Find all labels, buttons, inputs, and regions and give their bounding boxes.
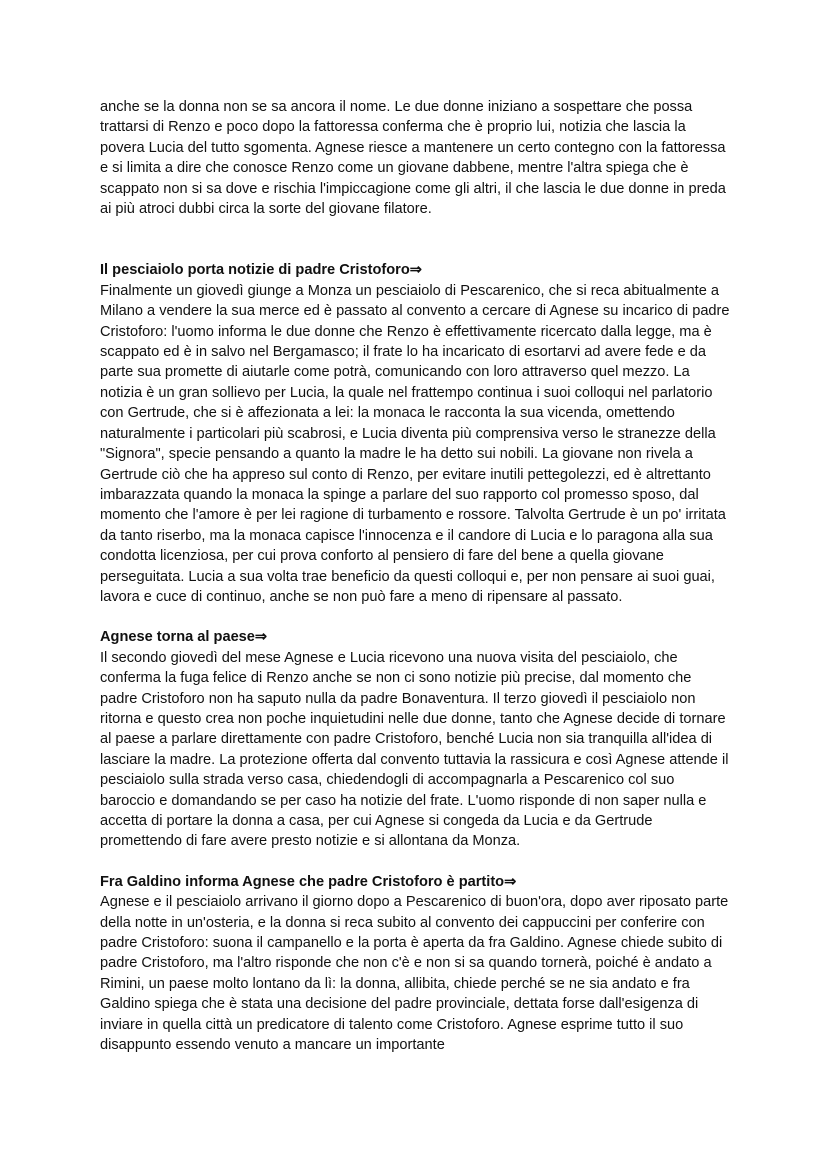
- section-heading: Agnese torna al paese⇒: [100, 629, 268, 646]
- section-paragraph: Agnese e il pesciaiolo arrivano il giorno dopo a Pescarenico di buon'ora, dopo aver riposato parte della notte in un'osteria, e la donna si reca subito al convento dei cappuccini per conferire con padre Cristoforo: suona il campanello e la porta è aperta da fra Galdino. Agnese chiede subito di padre Cristoforo, ma l'altro risponde che non c'è e non si sa quando tornerà, poiché è andato a Rimini, un paese molto lontano da lì: la donna, allibita, chiede perché se ne sia andato e fra Galdino spiega che è stata una decisione del padre provinciale, dettata forse dall'esigenza di inviare in quella città un predicatore di talento come Cristoforo. Agnese esprime tutto il suo disappunto essendo venuto a mancare un importante: [100, 894, 729, 1054]
- spacer: [100, 607, 730, 627]
- section-agnese-torna: [100, 627, 730, 851]
- section-pesciaiolo: [100, 260, 730, 607]
- section-heading: Il pesciaiolo porta notizie di padre Cristoforo⇒: [100, 262, 422, 279]
- section-fra-galdino: [100, 872, 730, 1056]
- intro-paragraph: anche se la donna non se sa ancora il nome. Le due donne iniziano a sospettare che possa trattarsi di Renzo e poco dopo la fattoressa conferma che è proprio lui, notizia che lascia la povera Lucia del tutto sgomenta. Agnese riesce a mantenere un certo contegno con la fattoressa e si limita a dire che conosce Renzo come un giovane dabbene, mentre l'altra spiega che è scappato non si sa dove e rischia l'impiccagione come gli altri, il che lascia le due donne in preda ai più atroci dubbi circa la sorte del giovane filatore.: [100, 99, 726, 218]
- spacer: [100, 852, 730, 872]
- section-paragraph: Finalmente un giovedì giunge a Monza un pesciaiolo di Pescarenico, che si reca abitualmente a Milano a vendere la sua merce ed è passato al convento a cercare di Agnese su incarico di padre Cristoforo: l'uomo informa le due donne che Renzo è effettivamente ricercato dalla legge, ma è scappato ed è in salvo nel Bergamasco; il frate lo ha incaricato di esortarvi ad avere fede e da parte sua promette di aiutarle come potrà, comunicando con loro attraverso quel mezzo. La notizia è un gran sollievo per Lucia, la quale nel frattempo continua i suoi colloqui nel parlatorio con Gertrude, che si è affezionata a lei: la monaca le racconta la sua vicenda, omettendo naturalmente i particolari più scabrosi, e Lucia diventa più comprensiva verso le stranezze della "Signora", specie pensando a quanto la madre le ha detto sui nobili. La giovane non rivela a Gertrude ciò che ha appreso sul conto di Renzo, per evitare inutili pettegolezzi, ed è altrettanto imbarazzata quando la monaca la spinge a parlare del suo rapporto col promesso sposo, dal momento che l'amore è per lei ragione di turbamento e rossore. Talvolta Gertrude è un po' irritata da tanto riserbo, ma la monaca capisce l'innocenza e il candore di Lucia e lo paragona alla sua condotta licenziosa, per cui prova conforto al pensiero di fare del bene a quella giovane perseguitata. Lucia a sua volta trae beneficio da questi colloqui e, per non pensare ai suoi guai, lavora e cuce di continuo, anche se non può fare a meno di ripensare al passato.: [100, 282, 730, 605]
- section-paragraph: Il secondo giovedì del mese Agnese e Lucia ricevono una nuova visita del pesciaiolo, che conferma la fuga felice di Renzo anche se non ci sono notizie più precise, dal momento che padre Cristoforo non ha saputo nulla da padre Bonaventura. Il terzo giovedì il pesciaiolo non ritorna e questo crea non poche inquietudini nelle due donne, tanto che Agnese decide di tornare al paese a parlare direttamente con padre Cristoforo, benché Lucia non sia tranquilla all'idea di lasciare la madre. La protezione offerta dal convento tuttavia la rassicura e così Agnese attende il pesciaiolo sulla strada verso casa, chiedendogli di accompagnarla a Pescarenico col suo baroccio e domandando se per caso ha notizie del frate. L'uomo risponde di non saper nulla e accetta di portare la donna a casa, per cui Agnese si congeda da Lucia e da Gertrude promettendo di fare avere presto notizie e si allontana da Monza.: [100, 649, 729, 850]
- section-heading: Fra Galdino informa Agnese che padre Cristoforo è partito⇒: [100, 873, 517, 890]
- spacer: [100, 219, 730, 260]
- document-page: [100, 97, 730, 1055]
